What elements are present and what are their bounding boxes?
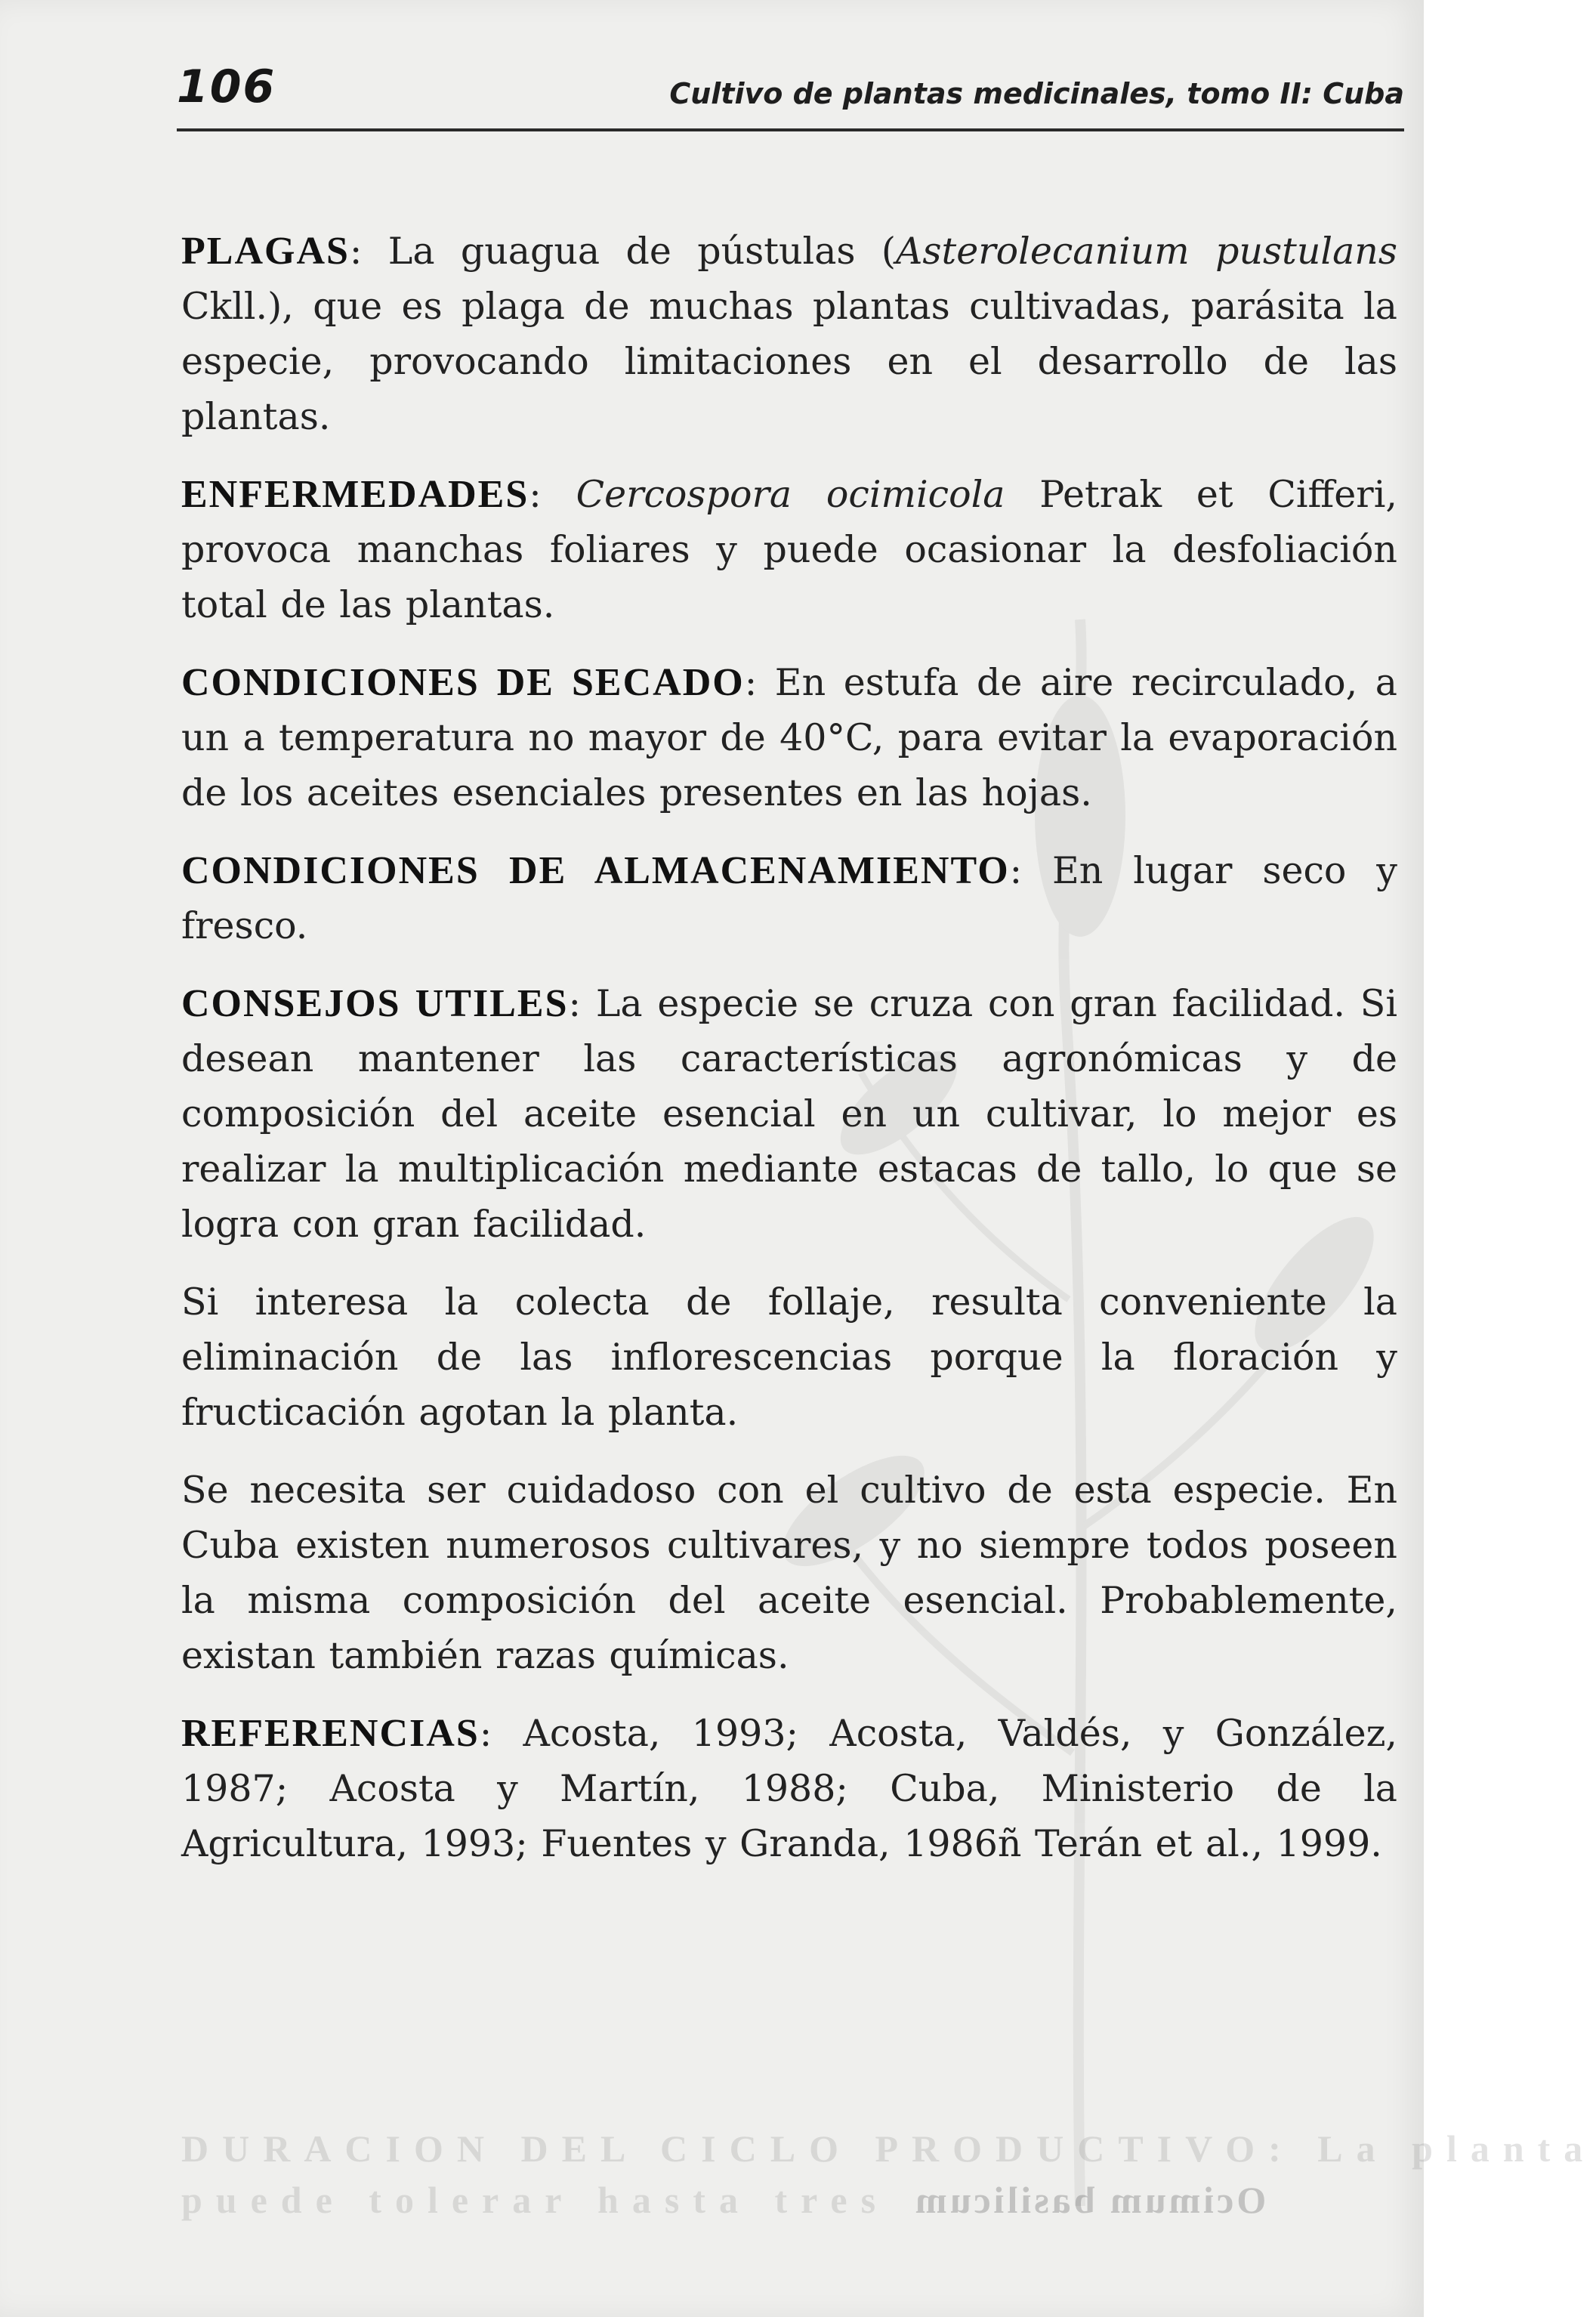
species-name: Cercospora ocimicola (576, 473, 1005, 516)
section-condiciones-secado: CONDICIONES DE SECADO: En estufa de aire recirculado, a un a temperatura no mayor de 40°C, para evitar la evaporación de los aceites esenciales presentes en las hojas. (181, 661, 1397, 814)
section-label: REFERENCIAS (181, 1712, 480, 1755)
section-condiciones-almacenamiento: CONDICIONES DE ALMACENAMIENTO: En lugar seco y fresco. (181, 849, 1397, 947)
bleed-line: puede tolerar hasta tres (181, 2179, 890, 2221)
section-consejos-utiles: CONSEJOS UTILES: La especie se cruza con gran facilidad. Si desean mantener las características agronómicas y de composición del aceite esencial en un cultivar, lo mejor es realizar la multiplicación mediante estacas de tallo, lo que se logra con gran facilidad. (181, 982, 1397, 1246)
section-label: CONDICIONES DE ALMACENAMIENTO (181, 849, 1010, 892)
section-label: CONSEJOS UTILES (181, 982, 569, 1025)
bleed-through-text (181, 2123, 1596, 2304)
header-rule (177, 128, 1404, 131)
section-label: PLAGAS (181, 230, 350, 273)
page-header (177, 60, 1404, 136)
running-title: Cultivo de plantas medicinales, tomo II: Cuba (669, 77, 1404, 110)
section-plagas: PLAGAS: La guagua de pústulas (Asterolecanium pustulans Ckll.), que es plaga de muchas plantas cultivadas, parásita la especie, provocando limitaciones en el desarrollo de las plantas. (181, 230, 1397, 438)
section-label: CONDICIONES DE SECADO (181, 661, 745, 704)
mirrored-caption: Ocimum basilicum (912, 2179, 1266, 2221)
bleed-line: DURACION DEL CICLO PRODUCTIVO: La planta (181, 2127, 1596, 2170)
body-text (181, 224, 1397, 1894)
section-enfermedades: ENFERMEDADES: Cercospora ocimicola Petrak et Cifferi, provoca manchas foliares y puede ocasionar la desfoliación total de las plantas. (181, 473, 1397, 626)
paragraph-cuidado: Se necesita ser cuidadoso con el cultivo de esta especie. En Cuba existen numerosos cultivares, y no siempre todos poseen la misma composición del aceite esencial. Probablemente, existan también razas químicas. (181, 1469, 1397, 1677)
page-number: 106 (177, 60, 276, 113)
paragraph-follaje: Si interesa la colecta de follaje, resulta conveniente la eliminación de las inflorescencias porque la floración y fructicación agotan la planta. (181, 1281, 1397, 1434)
section-referencias: REFERENCIAS: Acosta, 1993; Acosta, Valdés, y González, 1987; Acosta y Martín, 1988; Cuba, Ministerio de la Agricultura, 1993; Fuentes y Granda, 1986ñ Terán et al., 1999. (181, 1712, 1397, 1865)
section-label: ENFERMEDADES (181, 473, 529, 516)
species-name: Asterolecanium pustulans (896, 230, 1397, 273)
